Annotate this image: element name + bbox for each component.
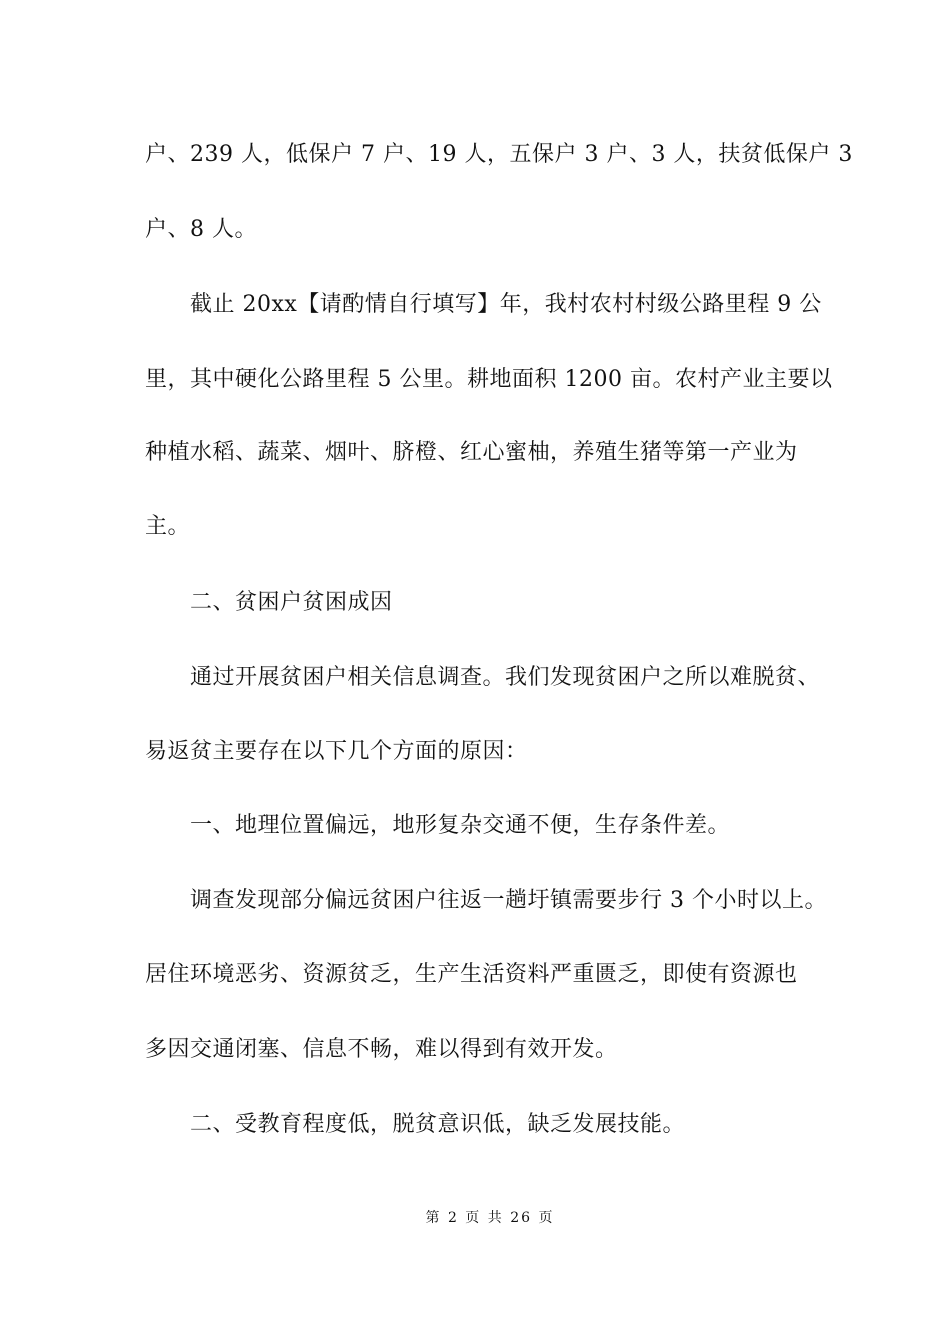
- body-text-line: 户、239 人，低保户 7 户、19 人，五保户 3 户、3 人，扶贫低保户 3: [145, 142, 853, 167]
- body-text-line: 户、8 人。: [145, 217, 257, 242]
- page-footer: 第 2 页 共 26 页: [425, 1210, 555, 1226]
- body-text-line: 里，其中硬化公路里程 5 公里。耕地面积 1200 亩。农村产业主要以: [145, 367, 833, 392]
- body-text-line: 种植水稻、蔬菜、烟叶、脐橙、红心蜜柚，养殖生猪等第一产业为: [145, 440, 798, 465]
- paragraph-start-line: 通过开展贫困户相关信息调查。我们发现贫困户之所以难脱贫、: [190, 665, 821, 690]
- subheading-line: 一、地理位置偏远，地形复杂交通不便，生存条件差。: [190, 813, 731, 838]
- body-text-line: 易返贫主要存在以下几个方面的原因：: [145, 739, 528, 764]
- subheading-line: 二、受教育程度低，脱贫意识低，缺乏发展技能。: [190, 1112, 686, 1137]
- body-text-line: 多因交通闭塞、信息不畅，难以得到有效开发。: [145, 1037, 618, 1062]
- body-text-line: 居住环境恶劣、资源贫乏，生产生活资料严重匮乏，即使有资源也: [145, 962, 798, 987]
- body-text-line: 主。: [145, 514, 191, 539]
- paragraph-start-line: 截止 20xx【请酌情自行填写】年，我村农村村级公路里程 9 公: [190, 292, 822, 317]
- section-heading: 二、贫困户贫困成因: [190, 590, 393, 615]
- paragraph-start-line: 调查发现部分偏远贫困户往返一趟圩镇需要步行 3 个小时以上。: [190, 888, 827, 913]
